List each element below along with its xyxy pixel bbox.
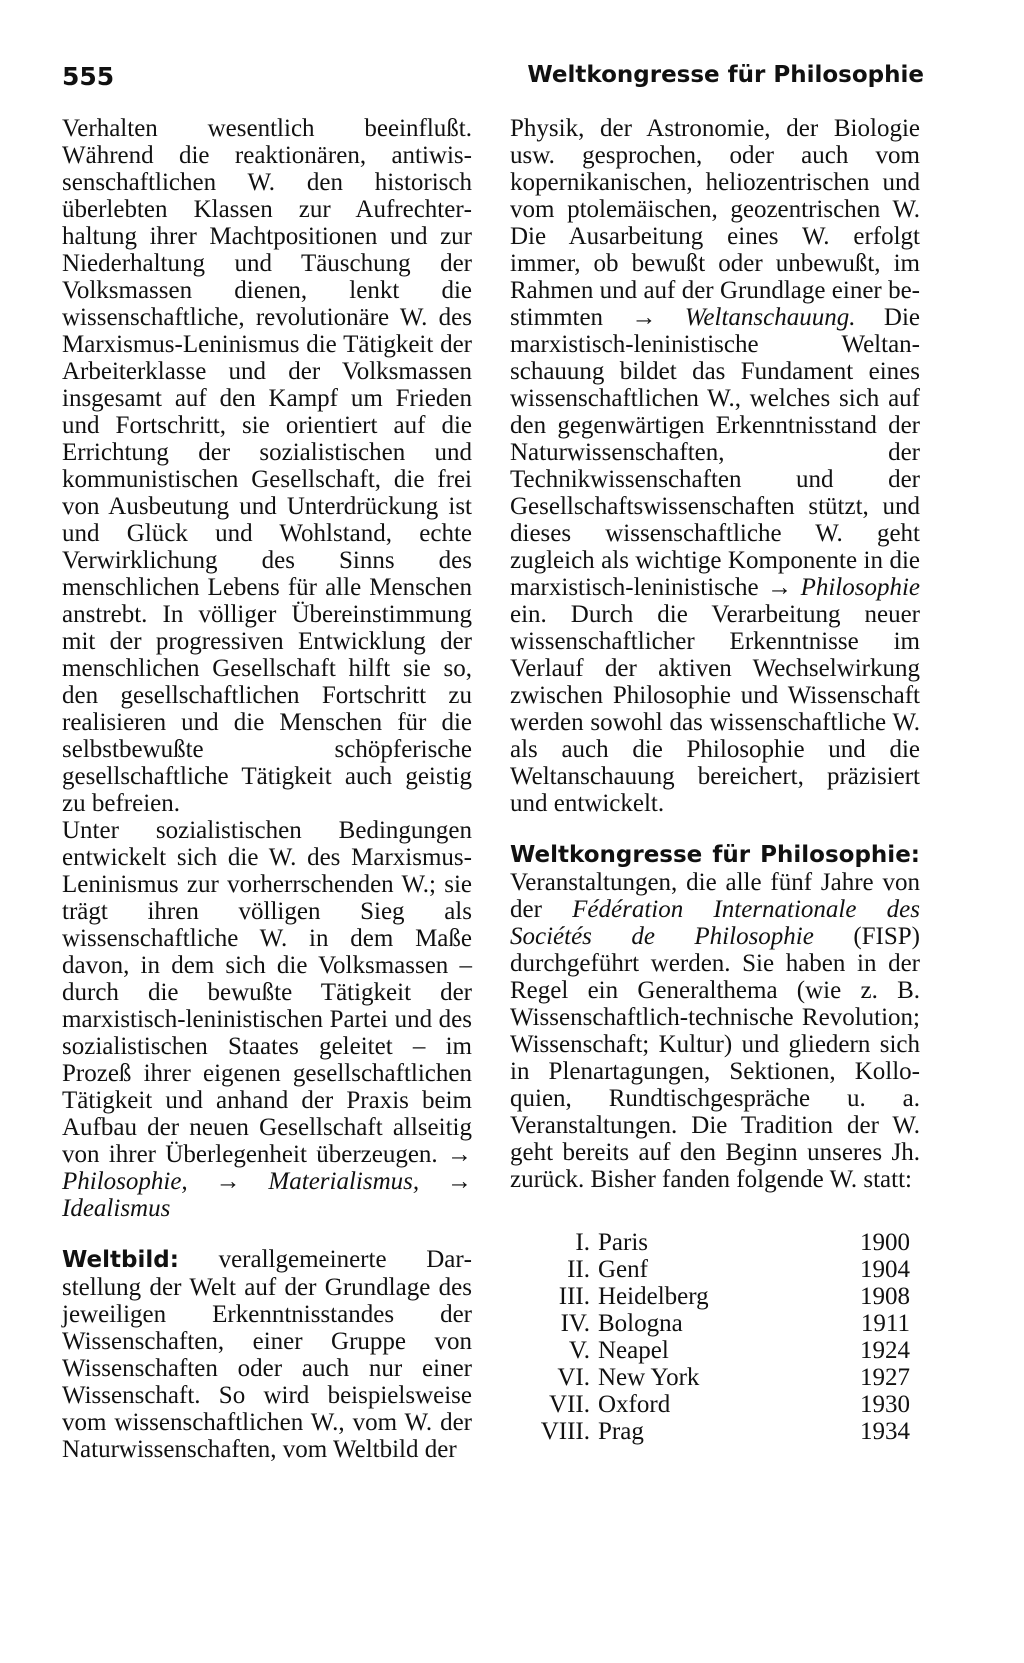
weltbild-continuation-paragraph <box>510 115 920 817</box>
congress-year: 1927 <box>860 1364 910 1391</box>
congress-city: Neapel <box>598 1337 669 1364</box>
entry-weltbild <box>62 1246 472 1463</box>
table-row <box>520 1229 910 1256</box>
cross-reference-weltanschauung: → Weltanschauung. <box>631 304 856 331</box>
table-row <box>520 1418 910 1445</box>
page-number: 555 <box>62 62 115 91</box>
table-row <box>520 1310 910 1337</box>
entry-headword: Weltbild: <box>62 1247 179 1273</box>
congress-number: III. <box>558 1283 590 1310</box>
page-header <box>62 62 924 102</box>
cross-reference-philosophie: → Philosophie, <box>62 1141 472 1195</box>
entry-definition: (FISP) durchgeführt werden. Sie haben in der Regel ein Generalthema (wie z. B. Wissenschaftlich-technische Revolution; Wissenschaft; Kultur) und gliedern sich in Plenartagungen, Sektionen, Kolloquien, Rundtischgespräche u. a. Veranstaltungen. Die Tradition der W. geht bereits auf den Beginn unseres Jh. zurück. Bisher fanden folgende W. statt: <box>510 923 920 1193</box>
congress-list-table <box>520 1229 910 1445</box>
congress-city: Heidelberg <box>598 1283 709 1310</box>
table-row <box>520 1391 910 1418</box>
running-head: Weltkongresse für Philosophie <box>527 62 924 88</box>
congress-number: IV. <box>560 1310 590 1337</box>
organization-name: Fédération Internationale des Sociétés de Philosophie <box>510 896 920 950</box>
cross-reference-philosophie: → Philosophie <box>767 574 920 601</box>
congress-number: I. <box>575 1229 590 1256</box>
entry-definition: Veranstaltungen, die alle fünf Jahre von der <box>510 869 920 923</box>
congress-number: V. <box>568 1337 590 1364</box>
congress-year: 1911 <box>860 1310 910 1337</box>
congress-year: 1930 <box>860 1391 910 1418</box>
congress-city: Paris <box>598 1229 648 1256</box>
congress-city: Oxford <box>598 1391 671 1418</box>
congress-year: 1924 <box>860 1337 910 1364</box>
paragraph-text: Unter sozialistischen Bedingungen entwickelt sich die W. des Marxismus-Leninismus zur vorherrschenden W.; sie trägt ihren völligen Sieg als wissenschaftliche W. in dem Maße davon, in dem sich die Volksmassen – durch die bewußte Tätigkeit der marxistisch-leninistischen Partei und des sozialistischen Staates geleitet – im Prozeß ihrer eigenen gesellschaftlichen Tätigkeit und anhand der Praxis beim Aufbau der neuen Gesellschaft allseitig von ihrer Überlegenheit überzeugen. <box>62 817 472 1168</box>
congress-city: Bologna <box>598 1310 683 1337</box>
left-column <box>62 115 472 1463</box>
congress-number: VI. <box>557 1364 590 1391</box>
congress-number: VIII. <box>540 1418 590 1445</box>
congress-year: 1908 <box>860 1283 910 1310</box>
entry-weltkongresse <box>510 841 920 1193</box>
congress-city: New York <box>598 1364 700 1391</box>
entry-headword: Weltkongresse für Philosophie: <box>510 842 920 868</box>
congress-number: II. <box>567 1256 590 1283</box>
congress-number: VII. <box>549 1391 590 1418</box>
congress-city: Genf <box>598 1256 648 1283</box>
paragraph-text: Physik, der Astronomie, der Biologie usw. gesprochen, oder auch vom kopernikanischen, heliozentrischen und vom ptolemäischen, geozentrischen W. Die Ausarbeitung eines W. erfolgt immer, ob bewußt oder unbewußt, im Rahmen und auf der Grundlage einer bestimmten <box>510 115 920 331</box>
paragraph-text: Die marxistisch-leninistische Weltanschauung bildet das Fundament eines wissenschaftlichen W., welches sich auf den gegenwärtigen Erkenntnisstand der Naturwissenschaften, der Technikwissenschaften und der Gesellschaftswissenschaften stützt, und dieses wissenschaftliche W. geht zugleich als wichtige Komponente in die marxistisch-leninistische <box>510 304 921 601</box>
table-row <box>520 1364 910 1391</box>
right-column <box>510 115 920 1445</box>
cross-reference-idealismus: → Idealismus <box>62 1168 473 1222</box>
congress-year: 1934 <box>860 1418 910 1445</box>
table-row <box>520 1256 910 1283</box>
table-row <box>520 1283 910 1310</box>
weltanschauung-continuation-paragraph: Verhalten wesentlich beeinflußt. Während die reaktionären, antiwissenschaftlichen W. den historisch überlebten Klassen zur Aufrechterhaltung ihrer Machtpositionen und zur Niederhaltung und Täuschung der Volksmassen dienen, lenkt die wissenschaftliche, revolutionäre W. des Marxismus-Leninismus die Tätigkeit der Arbeiterklasse und der Volksmassen insgesamt auf den Kampf um Frieden und Fortschritt, sie orientiert auf die Errichtung der sozialistischen und kommunistischen Gesellschaft, die frei von Ausbeutung und Unterdrückung ist und Glück und Wohlstand, echte Verwirklichung des Sinns des menschlichen Lebens für alle Menschen anstrebt. In völliger Übereinstimmung mit der progressiven Entwicklung der menschlichen Gesellschaft hilft sie so, den gesellschaftlichen Fortschritt zu realisieren und die Menschen für die selbstbewußte schöpferische gesellschaftliche Tätigkeit auch geistig zu befreien. <box>62 115 472 817</box>
weltanschauung-paragraph-2 <box>62 817 472 1222</box>
congress-city: Prag <box>598 1418 644 1445</box>
table-row <box>520 1337 910 1364</box>
congress-year: 1900 <box>860 1229 910 1256</box>
congress-year: 1904 <box>860 1256 910 1283</box>
entry-definition: verallgemeinerte Darstellung der Welt auf der Grundlage des jeweiligen Erkenntnisstandes der Wissenschaften, einer Gruppe von Wissenschaften oder auch nur einer Wissenschaft. So wird beispielsweise vom wissenschaftlichen W., vom W. der Naturwissenschaften, vom Weltbild der <box>62 1246 472 1463</box>
cross-reference-materialismus: → Materialismus, <box>215 1168 420 1195</box>
paragraph-text: ein. Durch die Verarbeitung neuer wissenschaftlicher Erkenntnisse im Verlauf der aktiven Wechselwirkung zwischen Philosophie und Wissenschaft werden sowohl das wissenschaftliche W. als auch die Philosophie und die Weltanschauung bereichert, präzisiert und entwickelt. <box>510 601 920 817</box>
